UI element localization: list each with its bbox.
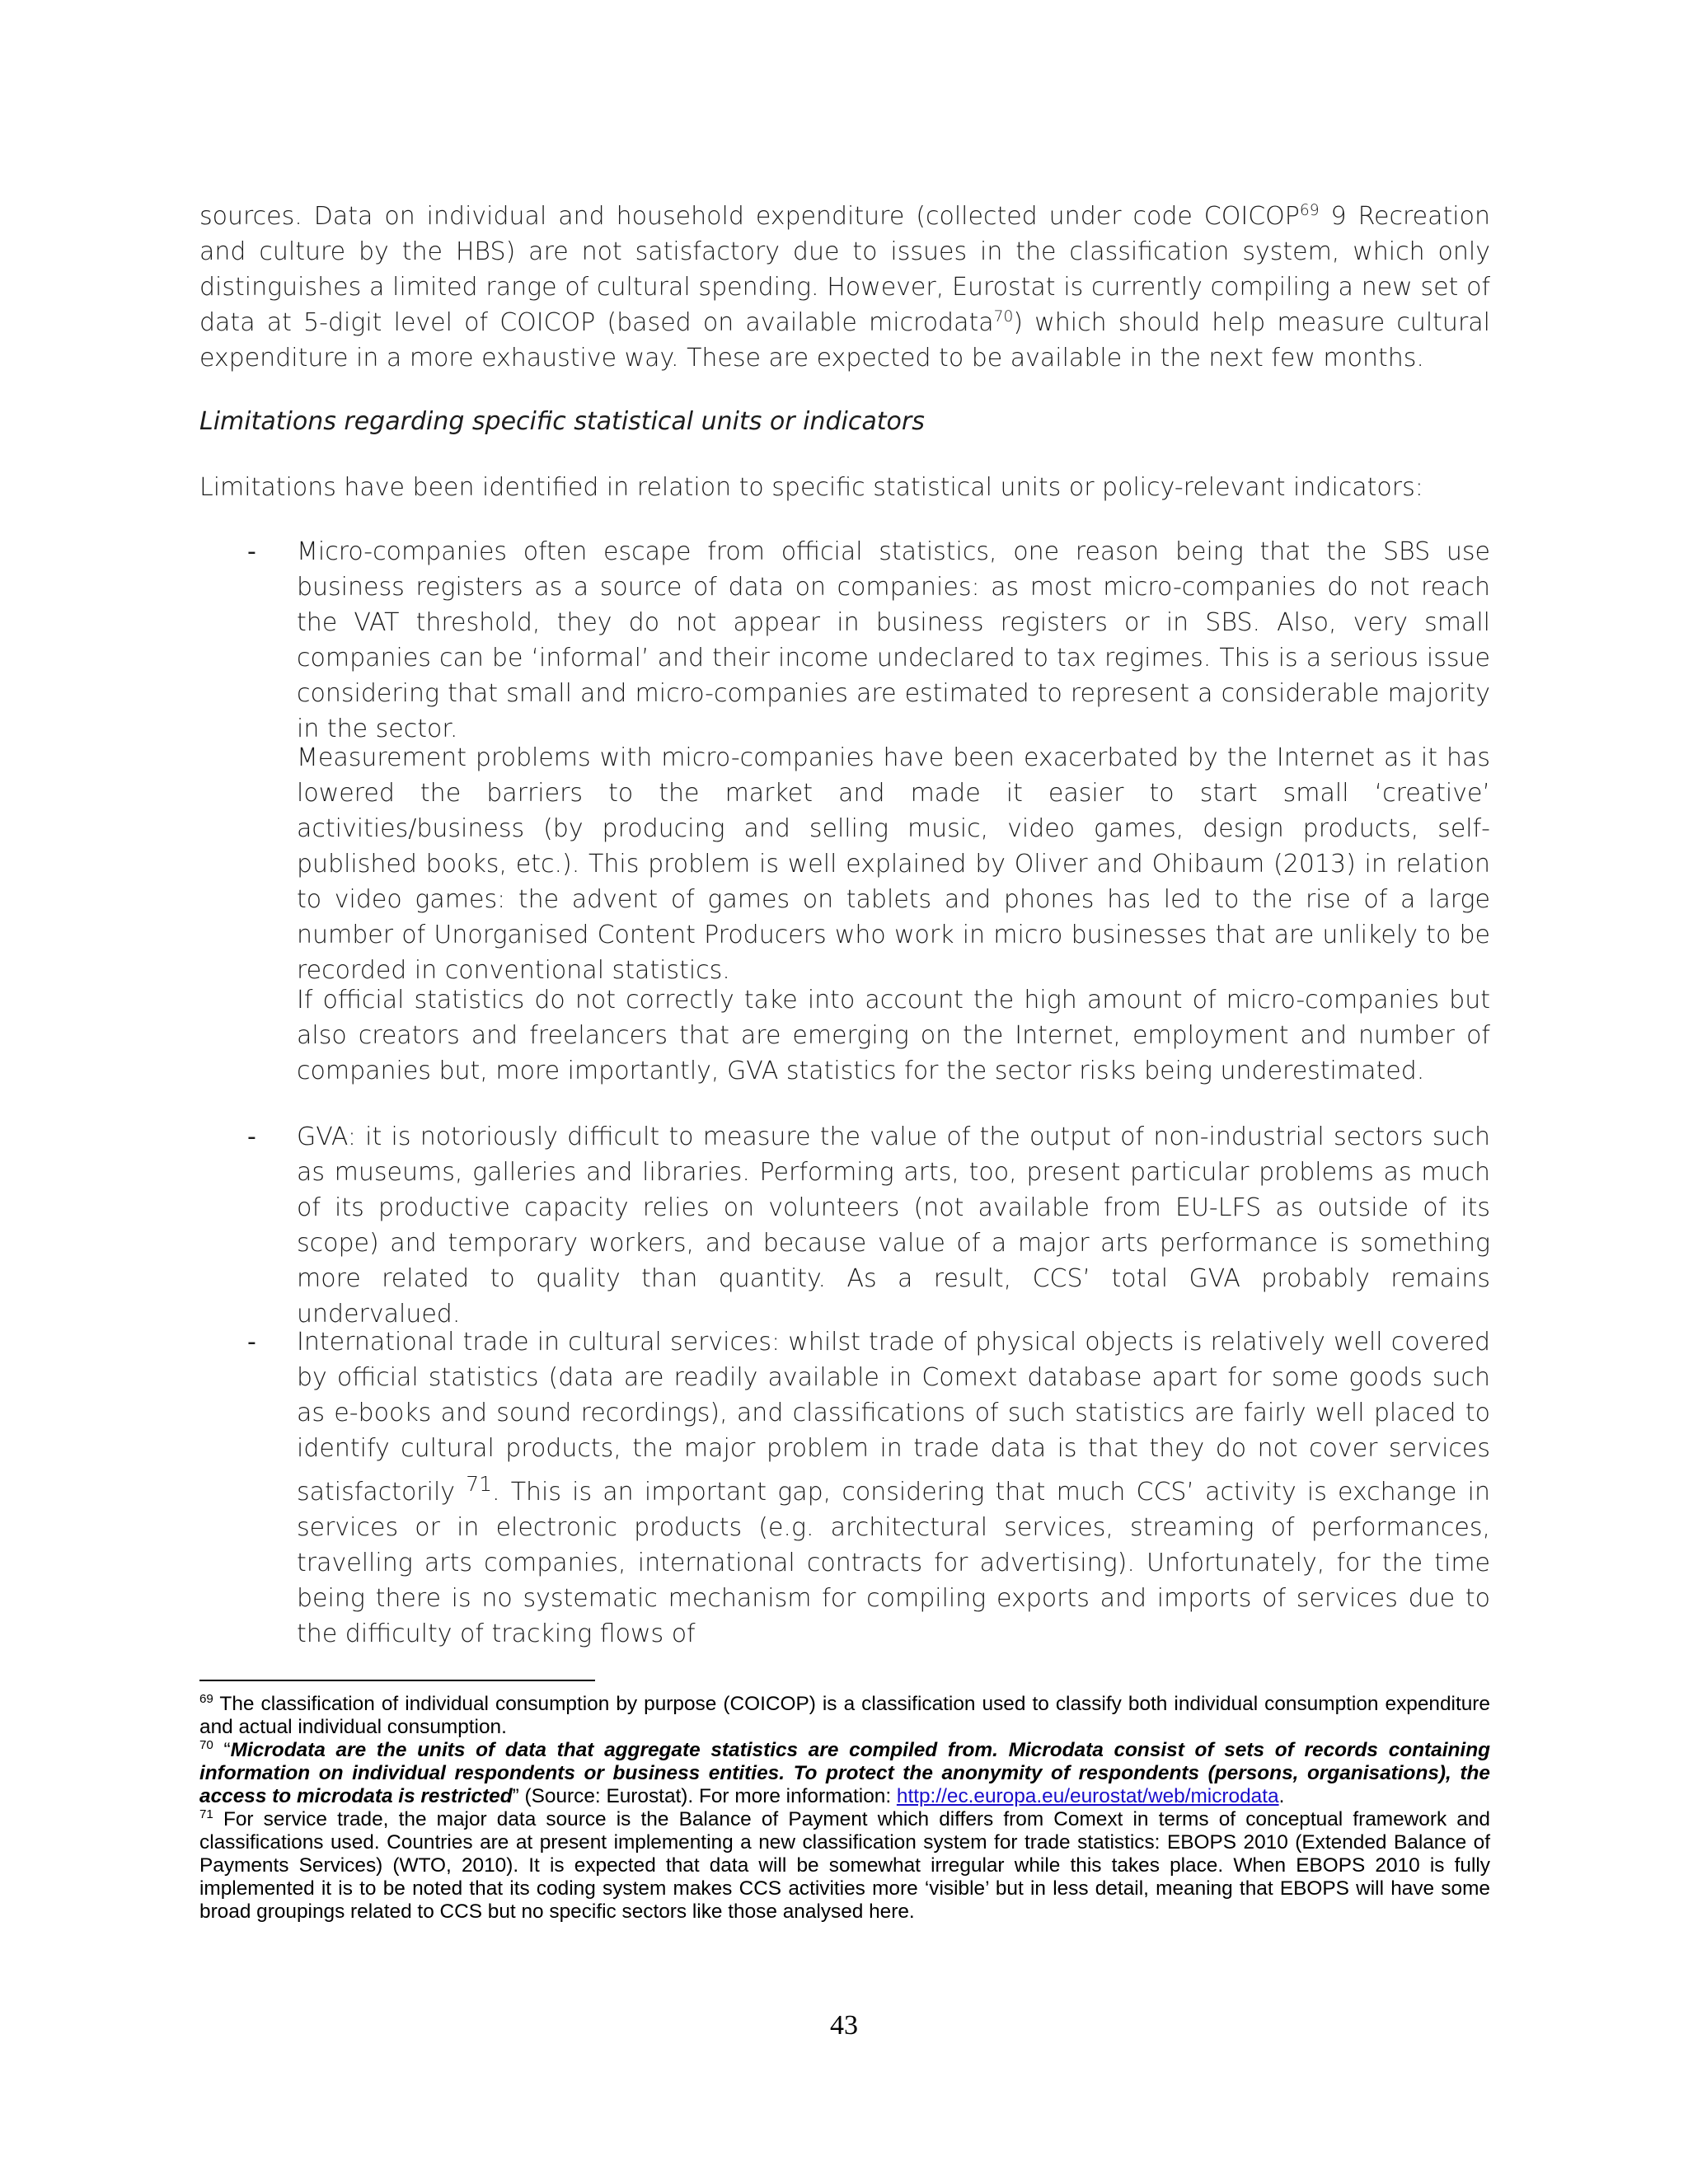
footnote-69-text: The classification of individual consumption by purpose (COICOP) is a classification used to classify both individual consumption expenditure and actual individual consumption. — [199, 1693, 1490, 1738]
footnote-71-text: For service trade, the major data source is the Balance of Payment which differs from Comext in terms of conceptual framework and classifications used. Countries are at present implementing a new classification system for trade statistics: EBOPS 2010 (Extended Balance of Payments Services) (WTO, 2010). It is expected that data will be somewhat irregular while this takes place. When EBOPS 2010 is fully implemented it is to be noted that its coding system makes CCS activities more ‘visible’ but in less detail, meaning that EBOPS will have some broad groupings related to CCS but no specific sectors like those analysed here. — [199, 1808, 1490, 1923]
bullet-micro-companies-p1: Micro-companies often escape from official statistics, one reason being that the SBS use business registers as a source of data on companies: as most micro-companies do not reach the VAT threshold, they do not appear in business registers or in SBS. Also, very small companies can be ‘informal’ and their income undeclared to tax regimes. This is a serious issue considering that small and micro-companies are estimated to represent a considerable majority in the sector. — [297, 537, 1490, 743]
footnote-70-open-quote: “ — [213, 1739, 231, 1761]
footnote-70-source: ” (Source: Eurostat). For more information: — [512, 1785, 897, 1807]
intro-text-part1: sources. Data on individual and household expenditure (collected under code COICOP — [199, 202, 1300, 231]
footnote-separator — [199, 1680, 595, 1681]
microdata-link[interactable]: http://ec.europa.eu/eurostat/web/microdata — [896, 1785, 1279, 1807]
bullet-marker-international-trade: - — [247, 1328, 256, 1357]
footnote-ref-71[interactable]: 71 — [466, 1472, 493, 1496]
footnotes — [199, 1693, 1490, 1924]
intro-text-part2: 9 Recreation and culture by the HBS) are not satisfactory due to issues in the classification system, which only distinguishes a limited range of cultural spending. However, Eurostat is currently compiling a new set of data at 5-digit level of COICOP (based on available microdata — [199, 202, 1490, 337]
footnote-number-69: 69 — [199, 1691, 213, 1706]
intro-paragraph — [199, 199, 1490, 376]
bullet-marker-gva: - — [247, 1122, 256, 1151]
trade-text-part1: International trade in cultural services: whilst trade of physical objects is relatively well covered by official statistics (data are readily available in Comext database apart for some goods such as e-books and sound recordings), and classifications of such statistics are fairly well placed to identify cultural products, the major problem in trade data is that they do not cover services satisfactorily — [297, 1328, 1490, 1507]
footnote-70 — [199, 1739, 1490, 1808]
footnote-70-quote: Microdata are the units of data that aggregate statistics are compiled from. Microdata consist of sets of records containing information on individual respondents or business entities. To protect the anonymity of respondents (persons, organisations), the access to microdata is restricted — [199, 1739, 1490, 1807]
intro-text-part3: ) which should help measure cultural expenditure in a more exhaustive way. These are expected to be available in the next few months. — [199, 308, 1490, 373]
bullet-micro-companies-p2: Measurement problems with micro-companies have been exacerbated by the Internet as it has lowered the barriers to the market and made it easier to start small ‘creative’ activities/business (by producing and selling music, video games, design products, self-published books, etc.). This problem is well explained by Oliver and Ohibaum (2013) in relation to video games: the advent of games on tablets and phones has led to the rise of a large number of Unorganised Content Producers who work in micro businesses that are unlikely to be recorded in conventional statistics. — [297, 743, 1490, 985]
bullet-marker-micro-companies: - — [247, 537, 256, 566]
section-subheading: Limitations regarding specific statistical units or indicators — [199, 407, 925, 436]
footnote-number-71: 71 — [199, 1807, 213, 1821]
footnote-70-end: . — [1278, 1785, 1285, 1807]
lead-paragraph: Limitations have been identified in relation to specific statistical units or policy-relevant indicators: — [199, 473, 1423, 502]
trade-text-part2: . This is an important gap, considering that much CCS’ activity is exchange in services or in electronic products (e.g. architectural services, streaming of performances, travelling arts companies, international contracts for advertising). Unfortunately, for the time being there is no systematic mechanism for compiling exports and imports of services due to the difficulty of tracking flows of — [297, 1478, 1491, 1648]
bullet-micro-companies-p3: If official statistics do not correctly take into account the high amount of micro-companies but also creators and freelancers that are emerging on the Internet, employment and number of companies but, more importantly, GVA statistics for the sector risks being underestimated. — [297, 986, 1490, 1085]
footnote-ref-70[interactable]: 70 — [993, 308, 1014, 326]
bullet-international-trade — [297, 1324, 1490, 1652]
footnote-71 — [199, 1808, 1490, 1924]
footnote-number-70: 70 — [199, 1737, 213, 1752]
footnote-ref-69[interactable]: 69 — [1299, 202, 1320, 219]
footnote-69 — [199, 1693, 1490, 1739]
bullet-gva: GVA: it is notoriously difficult to measure the value of the output of non-industrial sectors such as museums, galleries and libraries. Performing arts, too, present particular problems as much of its productive capacity relies on volunteers (not available from EU-LFS as outside of its scope) and temporary workers, and because value of a major arts performance is something more related to quality than quantity. As a result, CCS’ total GVA probably remains undervalued. — [297, 1122, 1490, 1329]
page-number: 43 — [830, 2010, 858, 2041]
